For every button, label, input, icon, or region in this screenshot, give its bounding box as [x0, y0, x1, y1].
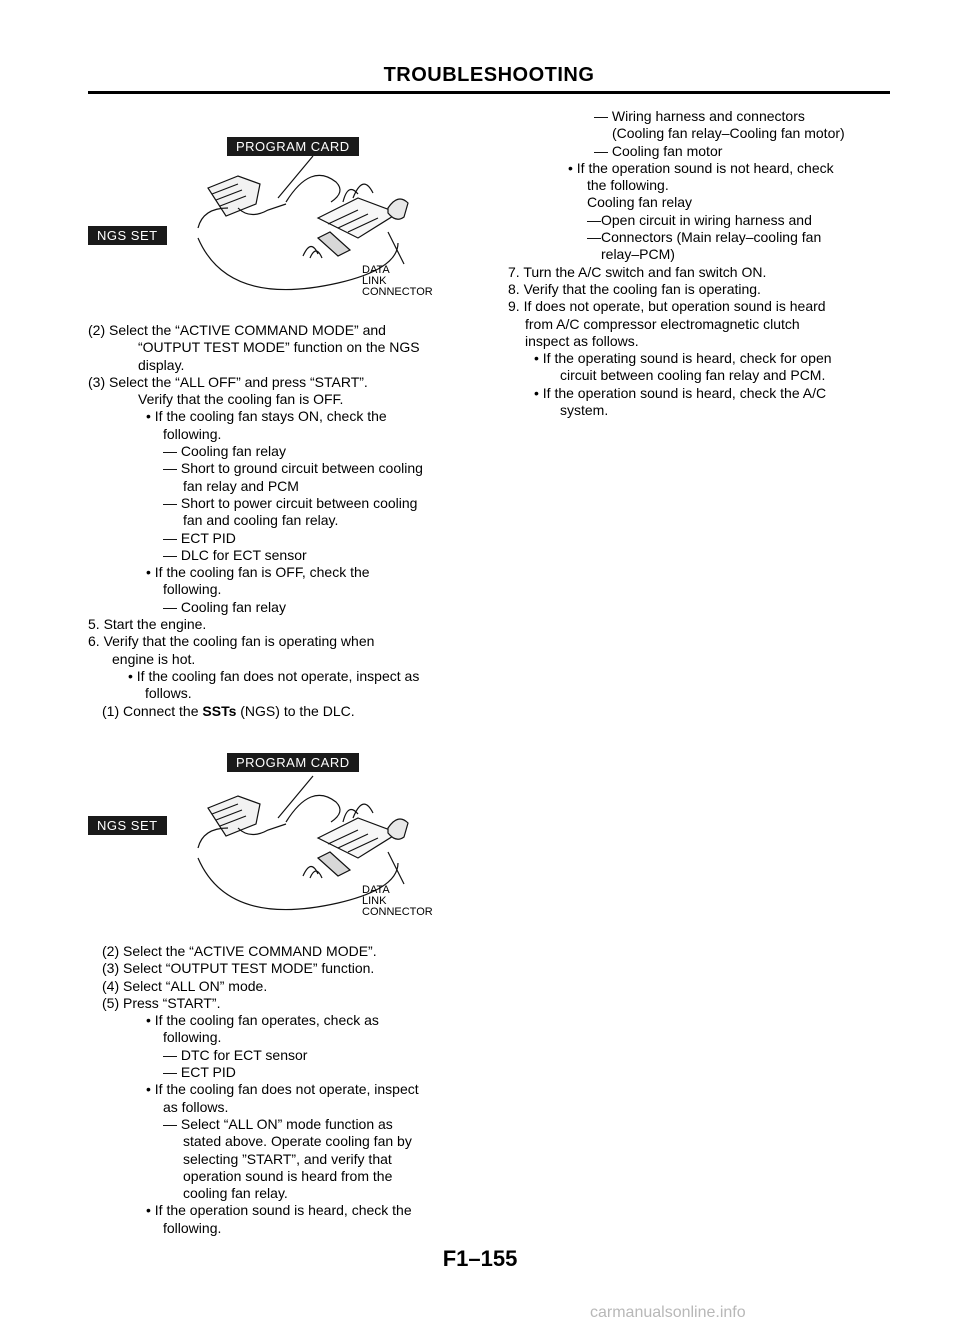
page-number: F1–155: [442, 1246, 518, 1271]
dash-line: — DTC for ECT sensor: [163, 1046, 308, 1063]
ngs-set-label: NGS SET: [88, 816, 167, 835]
dash-line: — Wiring harness and connectors: [594, 108, 805, 124]
dash-line: stated above. Operate cooling fan by: [183, 1133, 412, 1150]
dash-line: cooling fan relay.: [183, 1185, 288, 1202]
bullet-line: as follows.: [163, 1098, 229, 1115]
right-column-steps: [508, 108, 898, 419]
bullet-line: the following.: [587, 177, 669, 194]
program-card-label: PROGRAM CARD: [227, 753, 359, 772]
step-line: inspect as follows.: [525, 332, 639, 349]
dash-line: — ECT PID: [163, 1064, 236, 1081]
dash-line: (Cooling fan relay–Cooling fan motor): [612, 125, 845, 142]
step-line: 7. Turn the A/C switch and fan switch ON.: [508, 263, 767, 280]
step-line: 6. Verify that the cooling fan is operating when: [88, 633, 375, 650]
left-column-steps-2: [88, 943, 488, 1237]
step-line: (1) Connect the SSTs (NGS) to the DLC.: [102, 702, 355, 719]
header-rule: [88, 91, 890, 94]
dlc-label-line: LINK: [362, 275, 387, 287]
bullet-line: —Open circuit in wiring harness and: [587, 211, 812, 228]
dash-line: — Short to power circuit between cooling: [163, 494, 418, 511]
dlc-label-line: DATA: [362, 884, 390, 896]
step-line: (3) Select “OUTPUT TEST MODE” function.: [102, 960, 375, 977]
dash-line: — Short to ground circuit between cooling: [163, 460, 423, 477]
bullet-line: —Connectors (Main relay–cooling fan: [587, 229, 822, 246]
bullet-line: • If the cooling fan operates, check as: [146, 1012, 379, 1029]
bullet-line: following.: [163, 1219, 222, 1236]
bullet-line: • If the cooling fan does not operate, inspect as: [128, 667, 420, 684]
dash-line: — DLC for ECT sensor: [163, 546, 307, 563]
step-line: display.: [138, 356, 185, 373]
dash-line: operation sound is heard from the: [183, 1167, 393, 1184]
dash-line: fan relay and PCM: [183, 477, 299, 494]
dash-line: selecting ”START”, and verify that: [183, 1150, 392, 1167]
left-column-steps-1: [88, 322, 488, 720]
watermark-text: carmanualsonline.info: [590, 1304, 746, 1321]
bullet-line: circuit between cooling fan relay and PCM.: [560, 367, 826, 384]
bullet-line: follows.: [145, 685, 192, 702]
data-link-connector-label: [362, 265, 433, 298]
ngs-connection-figure-1: [88, 128, 448, 313]
bullet-line: system.: [560, 402, 609, 419]
dash-line: — Cooling fan relay: [163, 598, 286, 615]
ngs-connection-figure-2: [88, 748, 448, 933]
bullet-line: following.: [163, 1029, 222, 1046]
bullet-line: • If the cooling fan does not operate, inspect: [146, 1081, 419, 1098]
bullet-line: following.: [163, 425, 222, 442]
step-line: engine is hot.: [112, 650, 196, 667]
step-line: “OUTPUT TEST MODE” function on the NGS: [138, 339, 420, 356]
bullet-line: • If the operating sound is heard, check for open: [534, 350, 832, 367]
bullet-line: • If the operation sound is not heard, check: [568, 159, 834, 176]
step-line: (2) Select the “ACTIVE COMMAND MODE”.: [102, 943, 377, 959]
step-line: 5. Start the engine.: [88, 616, 207, 633]
dlc-label-line: LINK: [362, 895, 387, 907]
page-header-title: TROUBLESHOOTING: [383, 64, 595, 86]
step-line: (3) Select the “ALL OFF” and press “START”.: [88, 373, 368, 390]
dlc-label-line: CONNECTOR: [362, 906, 433, 918]
bullet-line: • If the operation sound is heard, check the: [146, 1202, 412, 1219]
step-line: (4) Select “ALL ON” mode.: [102, 977, 268, 994]
step-line: Verify that the cooling fan is OFF.: [138, 391, 344, 408]
dlc-label-line: CONNECTOR: [362, 286, 433, 298]
step-line: (5) Press “START”.: [102, 994, 221, 1011]
step-line: (2) Select the “ACTIVE COMMAND MODE” and: [88, 322, 386, 338]
bullet-line: relay–PCM): [601, 246, 675, 263]
dash-line: fan and cooling fan relay.: [183, 512, 339, 529]
dash-line: — ECT PID: [163, 529, 236, 546]
step-line: 8. Verify that the cooling fan is operating.: [508, 280, 761, 297]
step-line: from A/C compressor electromagnetic clutch: [525, 315, 800, 332]
dash-line: — Select “ALL ON” mode function as: [163, 1115, 393, 1132]
bullet-line: Cooling fan relay: [587, 194, 693, 211]
data-link-connector-label: [362, 885, 433, 918]
ngs-set-label: NGS SET: [88, 226, 167, 245]
bullet-line: • If the cooling fan is OFF, check the: [146, 564, 370, 581]
bullet-line: following.: [163, 581, 222, 598]
step-line: 9. If does not operate, but operation sound is heard: [508, 298, 826, 315]
dash-line: — Cooling fan motor: [594, 142, 723, 159]
bullet-line: • If the cooling fan stays ON, check the: [146, 408, 387, 425]
dash-line: — Cooling fan relay: [163, 443, 286, 460]
dlc-label-line: DATA: [362, 264, 390, 276]
program-card-label: PROGRAM CARD: [227, 137, 359, 156]
bullet-line: • If the operation sound is heard, check the A/C: [534, 384, 827, 401]
